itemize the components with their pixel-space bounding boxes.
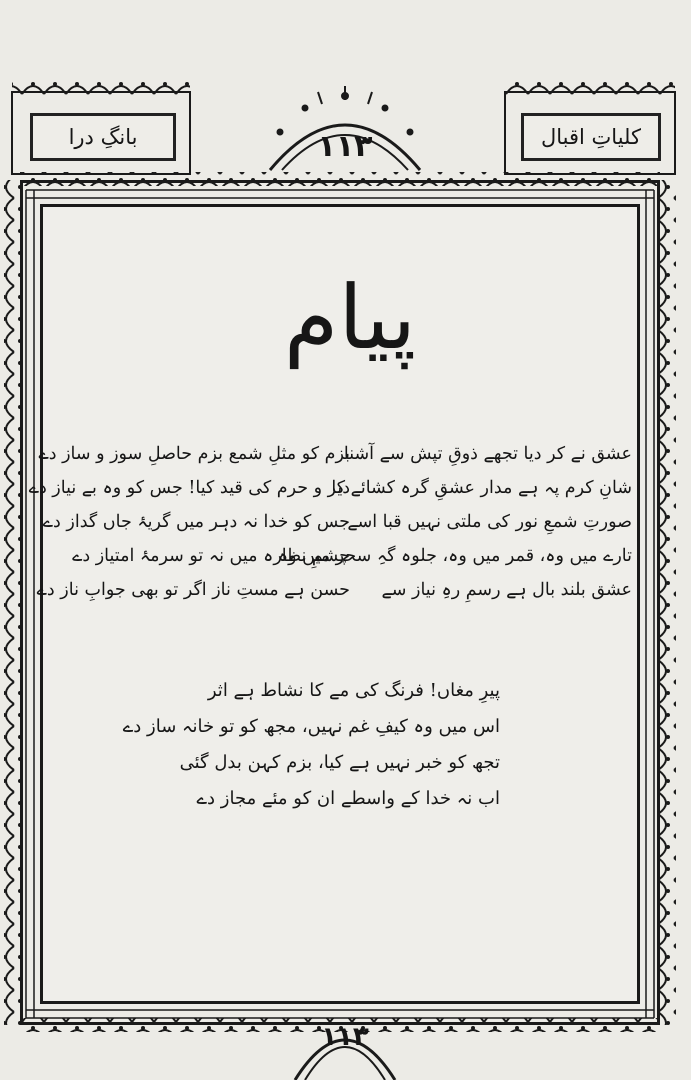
section-name-box [30, 113, 176, 161]
couplet-line: شانِ کرم پہ ہے مدار عشقِ گرہ کشائے کا [331, 478, 632, 498]
couplet-line: دیر و حرم کی قید کیا! جس کو وہ بے نیاز دے [28, 478, 350, 498]
qita-line: پیرِ مغاں! فرنگ کی مے کا نشاط ہے اثر [207, 680, 500, 701]
qita-stanza [122, 673, 500, 817]
couplets-first-column [277, 437, 632, 607]
couplet-line: جس کو خدا نہ دہر میں گریۂ جاں گداز دے [42, 512, 350, 532]
section-name: بانگِ درا [68, 125, 138, 149]
qita-line: تجھ کو خبر نہیں ہے کیا، بزم کہن بدل گئی [179, 752, 500, 773]
poem-title: پیام [283, 266, 417, 369]
book-title-box [521, 113, 661, 161]
page-number-bottom: ۱۱۳ [321, 1022, 369, 1052]
qita-line: اس میں وہ کیفِ غم نہیں، مجھ کو تو خانہ ساز دے [122, 716, 500, 737]
couplet-line: تارے میں وہ، قمر میں وہ، جلوہ گہِ سحر میں وہ [277, 546, 632, 566]
qita-line: اب نہ خدا کے واسطے ان کو مئے مجاز دے [196, 788, 500, 809]
couplet-line: صورتِ شمعِ نور کی ملتی نہیں قبا اسے [347, 512, 632, 532]
couplets-second-column [28, 437, 350, 607]
couplet-line: چشمِ نظارہ میں نہ تو سرمۂ امتیاز دے [72, 546, 350, 566]
couplet-line: بزم کو مثلِ شمع بزم حاصلِ سوز و ساز دے [38, 444, 350, 464]
couplet-line: حسن ہے مستِ ناز اگر تو بھی جوابِ ناز دے [36, 580, 350, 600]
book-title: کلیاتِ اقبال [541, 125, 641, 149]
page-number-top: ۱۱۳ [317, 129, 373, 164]
couplet-line: عشق نے کر دیا تجھے ذوقِ تپش سے آشنا [343, 444, 632, 464]
couplet-line: عشق بلند بال ہے رسمِ رہِ نیاز سے [381, 580, 632, 600]
